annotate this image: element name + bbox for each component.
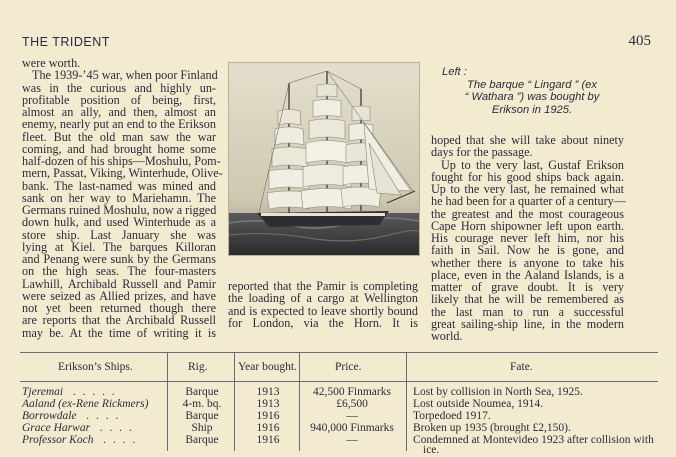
text-line: Up to the very last, he remained what [431,182,624,196]
text-line: place, even in the Aaland Islands, is a [431,267,624,282]
text-line: the greatest and the most courageous [431,206,624,221]
text-line: half-dozen of his ships—Moshulu, Pom- [22,154,221,168]
barque-photo [228,62,420,256]
table-row-price: 940,000 Finmarks [310,422,394,434]
text-line: the loading of a cargo at Wellington [228,291,418,306]
text-line: may be. At the time of writing it is [22,325,216,340]
table-row-fate: Torpedoed 1917. [413,410,491,422]
table-row-price: 42,500 Finmarks [313,386,391,398]
caption-line: “ Wathara ”) was bought by [464,91,600,103]
text-line: bank. The last-named was mined and [22,178,216,193]
table-row-price: — [346,434,358,446]
right-column [431,134,624,342]
header-fate: Fate. [510,361,533,373]
header-price: Price. [335,361,362,373]
caption-line: The barque “ Lingard ” (ex [467,78,597,91]
table-column-rule [234,352,235,451]
table-row-fate: Lost outside Noumea, 1914. [413,398,543,410]
table-row-rig: Ship [191,422,213,434]
text-line: faith in Sail. Now he is gone, and [431,243,624,258]
header-year: Year bought. [238,361,297,373]
text-line: lying at Kiel. The barques Killoran [22,239,216,254]
page-number: 405 [628,33,651,49]
table-row-year: 1913 [256,398,280,410]
text-line: Lawhill, Archibald Russell and Pamir [22,276,216,291]
text-line: fleet. But the old man saw the war [22,129,216,144]
header-ship: Erikson’s Ships. [58,361,133,373]
text-line: he had been for a quarter of a century— [431,194,626,209]
text-line: and is expected to leave shortly bound [228,303,418,318]
text-line: reported that the Pamir is completing [228,279,418,293]
table-row-fate: Broken up 1935 (brought £2,150). [413,422,571,434]
ship-illustration [229,63,419,255]
table-header-rule [20,381,658,382]
text-line: likely that he will be remembered as [431,292,624,307]
text-line: the last man to run a successful [431,304,624,319]
caption-label: Left : [442,66,467,78]
table-row-year: 1916 [256,434,280,446]
text-line: on the high seas. The four-masters [22,264,216,279]
photo-caption [442,66,622,116]
table-row-year: 1913 [256,386,280,398]
text-line: for London, via the Horn. It is [228,315,418,330]
text-line: were worth. [22,56,81,70]
text-line: were seized as Allied prizes, and have [22,288,216,303]
left-column [22,56,223,340]
table-row-ship: Tjeremai . . . . . [22,386,117,398]
table-row-rig: Barque [185,386,219,398]
table-row-ship: Grace Harwar . . . . [22,422,135,434]
text-line: hoped that she will take about ninety [431,133,624,147]
table-column-rule [406,352,407,451]
text-line: days for the passage. [431,145,533,160]
table-row-ship: Aaland (ex-Rene Rickmers) [22,398,149,410]
text-line: almost an ally, and then, almost an [22,105,216,119]
text-line: down hulk, and used Winterhude as a [22,215,216,230]
table-row-fate: Lost by collision in North Sea, 1925. [413,386,583,398]
table-column-rule [299,352,300,451]
text-line: mern, Passat, Viking, Winterhude, Olive- [22,166,223,181]
text-line: world. [431,329,463,343]
text-line: His courage never left him, nor his [431,231,624,245]
table-row-year: 1916 [256,422,280,434]
table-row-year: 1916 [256,410,280,422]
ships-table [20,352,658,456]
text-line: Up to the very last, Gustaf Erikson [441,157,624,172]
text-line: whether there is anyone to take his [431,255,624,270]
table-row-ship: Borrowdale . . . . [22,410,121,422]
table-row-rig: Barque [185,410,219,422]
text-line: are reports that the Archibald Russell [22,313,216,328]
text-line: profitable position of being, first, [22,92,216,107]
text-line: Cape Horn shipowner left upon earth. [431,218,624,233]
running-head: THE TRIDENT [22,35,110,49]
table-row-fate-continuation: ice. [423,444,440,456]
caption-line: Erikson in 1925. [491,103,573,116]
text-line: great sailing-ship line, in the modern [431,316,624,331]
text-line: sank on her way to Mariehamn. The [22,190,216,205]
table-column-rule [167,352,168,451]
header-rig: Rig. [188,361,208,373]
text-line: Germans ruined Moshulu, now a rigged [22,203,217,217]
table-row-rig: Barque [185,434,219,446]
text-line: was in the curious and highly un- [22,80,216,95]
table-row-price: — [346,410,358,422]
text-line: fought for his good ships back again. [431,169,624,184]
text-line: store ship. Last January she was [22,227,216,242]
text-line: not yet been returned though there [22,301,216,315]
table-row-fate: Condemned at Montevideo 1923 after collision with [413,434,654,446]
middle-column [228,280,418,329]
table-top-rule [20,352,658,353]
text-line: enemy, nearly put an end to the Erikson [22,117,216,132]
table-row-rig: 4-m. bq. [182,398,222,410]
text-line: coming, and had brought home some [22,141,216,156]
text-line: and Penang were sunk by the Germans [22,252,216,266]
text-line: The 1939-’45 war, when poor Finland [32,68,218,83]
table-row-ship: Professor Koch . . . . [22,434,138,446]
table-row-price: £6,500 [336,398,368,410]
text-line: matter of grave doubt. It is very [431,280,624,294]
